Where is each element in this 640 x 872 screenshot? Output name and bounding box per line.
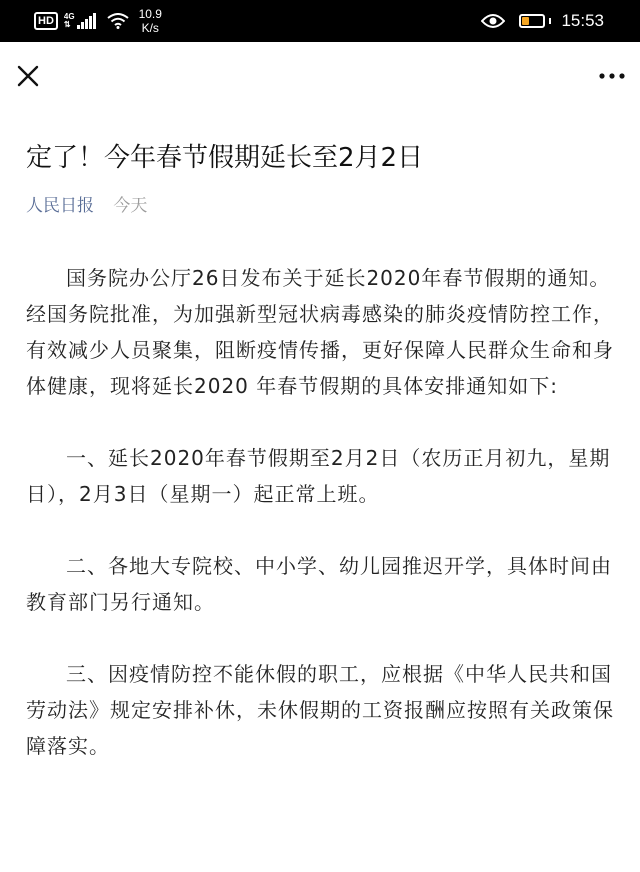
network-speed-value: 10.9 [138, 7, 162, 21]
network-type [64, 13, 75, 29]
network-type-label: 4G [63, 12, 75, 21]
eye-comfort-icon [481, 13, 505, 29]
battery-level [522, 17, 529, 25]
wifi-icon [107, 13, 129, 29]
article-date: 今天 [113, 196, 148, 216]
article-meta [26, 192, 616, 220]
signal-strength-icon [77, 13, 97, 29]
article-paragraph: 三、因疫情防控不能休假的职工，应根据《中华人民共和国劳动法》规定安排补休，未休假期的工资报酬应按照有关政策保障落实。 [26, 662, 614, 758]
article-paragraph: 一、延长2020年春节假期至2月2日（农历正月初九，星期日），2月3日（星期一）起正常上班。 [26, 446, 611, 506]
article-author-link[interactable]: 人民日报 [26, 196, 94, 216]
battery-icon [519, 14, 545, 28]
close-icon[interactable] [16, 64, 40, 88]
article-title: 定了！今年春节假期延长至2月2日 [26, 143, 424, 173]
status-bar-right [481, 0, 604, 42]
battery-tip [549, 18, 551, 24]
network-activity-icon: ⇅ [63, 20, 71, 29]
article [26, 108, 616, 764]
article-paragraph: 二、各地大专院校、中小学、幼儿园推迟开学，具体时间由教育部门另行通知。 [26, 554, 612, 614]
status-bar-left [34, 0, 162, 42]
status-time: 15:53 [561, 11, 604, 30]
status-bar [0, 0, 640, 42]
network-speed [139, 7, 162, 35]
more-icon[interactable] [598, 68, 626, 84]
hd-badge: HD [34, 12, 58, 30]
network-speed-unit: K/s [141, 21, 159, 35]
article-paragraph: 国务院办公厅26日发布关于延长2020年春节假期的通知。经国务院批准，为加强新型冠状病毒感染的肺炎疫情防控工作，有效减少人员聚集，阻断疫情传播，更好保障人民群众生命和身体健康，现将延长2020 年春节假期的具体安排通知如下: [26, 266, 614, 398]
nav-bar [0, 42, 640, 108]
